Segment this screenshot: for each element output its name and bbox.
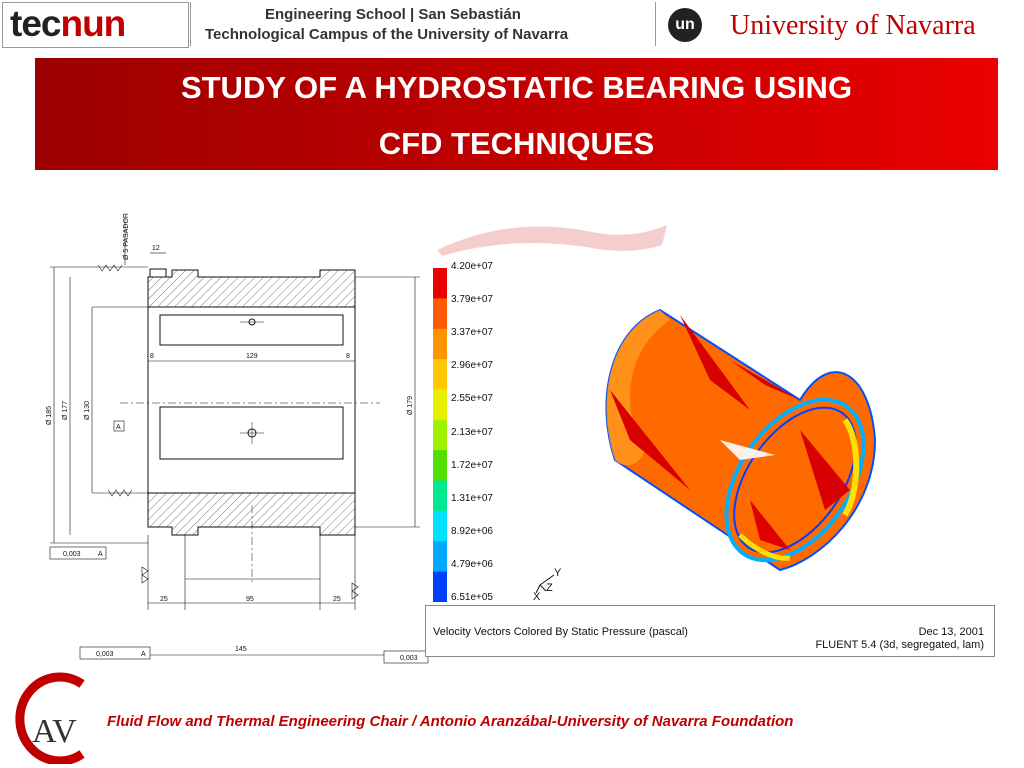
header-divider	[190, 2, 191, 46]
legend-value-label: 4.20e+07	[451, 261, 493, 272]
legend-value-label: 2.13e+07	[451, 426, 493, 438]
legend-value-label: 2.55e+07	[451, 393, 493, 405]
un-logo: un	[668, 8, 702, 42]
university-name: University of Navarra	[730, 10, 976, 41]
datum-a: A	[116, 424, 121, 431]
slide-title-line-1: STUDY OF A HYDROSTATIC BEARING USING	[180, 70, 853, 105]
logo-dark-part: tec	[10, 3, 61, 44]
dim-8-right: 8	[346, 353, 350, 360]
bottom-wall-section	[148, 493, 355, 535]
tol1-value: 0,003	[63, 551, 81, 558]
tolerance-frame-2	[80, 647, 150, 659]
slide-title-line-2: CFD TECHNIQUES	[378, 126, 655, 161]
dim-145: 145	[235, 646, 247, 653]
tol2-value: 0,003	[96, 651, 114, 658]
logo-red-part: nun	[60, 3, 126, 44]
dim-dia-130: Ø 130	[84, 400, 91, 420]
background-swoosh	[432, 220, 672, 260]
dim-25-right: 25	[333, 596, 341, 603]
cav-logo	[2, 672, 90, 764]
axis-z-label: Z	[546, 582, 553, 594]
axis-x-label: X	[533, 591, 541, 603]
pressure-color-legend	[433, 268, 447, 602]
dim-dia-185: Ø 185	[46, 405, 53, 425]
plot-date: Dec 13, 2001	[918, 626, 984, 638]
campus-name: Technological Campus of the University of Navarra	[205, 26, 569, 43]
legend-color-band	[433, 298, 447, 329]
plot-caption: Velocity Vectors Colored By Static Pressure (pascal)	[433, 626, 688, 638]
legend-color-band	[433, 541, 447, 572]
legend-value-label: 4.79e+06	[451, 558, 493, 570]
legend-color-band	[433, 329, 447, 360]
legend-value-label: 1.31e+07	[451, 492, 493, 504]
legend-value-label: 3.79e+07	[451, 294, 493, 306]
legend-value-label: 1.72e+07	[451, 459, 493, 471]
dim-dia-177: Ø 177	[62, 400, 69, 420]
dim-129: 129	[246, 353, 258, 360]
dim-12: 12	[152, 245, 160, 252]
legend-color-band	[433, 389, 447, 420]
legend-color-band	[433, 359, 447, 390]
dim-8-left: 8	[150, 353, 154, 360]
axis-y-label: Y	[554, 567, 562, 579]
header-bar	[0, 0, 1024, 50]
cav-logo-letters: AV	[32, 713, 77, 750]
cfd-cylinder-plot	[590, 290, 890, 580]
header-divider-2	[655, 2, 656, 46]
legend-color-band	[433, 420, 447, 451]
legend-color-band	[433, 481, 447, 512]
legend-color-band	[433, 450, 447, 481]
tecnun-logo-text	[10, 4, 125, 44]
legend-value-label: 2.96e+07	[451, 360, 493, 372]
legend-value-label: 6.51e+05	[451, 592, 493, 603]
tol1-ref: A	[98, 551, 103, 558]
bearing-technical-drawing	[30, 205, 430, 665]
dim-dia-179: Ø 179	[407, 395, 414, 415]
legend-color-band	[433, 268, 447, 299]
legend-color-band	[433, 511, 447, 542]
legend-value-label: 8.92e+06	[451, 525, 493, 537]
school-name: Engineering School | San Sebastián	[265, 6, 521, 23]
dim-25-left: 25	[160, 596, 168, 603]
dim-95: 95	[246, 596, 254, 603]
tol3-value: 0,003	[400, 655, 418, 662]
top-wall-section	[148, 270, 355, 307]
pin-label: Ø 5 PASADOR	[123, 213, 130, 260]
tol2-ref: A	[141, 651, 146, 658]
legend-color-band	[433, 572, 447, 602]
footer-credit: Fluid Flow and Thermal Engineering Chair / Antonio Aranzábal-University of Navarra Foundation	[107, 713, 794, 730]
axis-triad	[532, 563, 572, 603]
plot-software: FLUENT 5.4 (3d, segregated, lam)	[815, 639, 984, 651]
legend-value-label: 3.37e+07	[451, 327, 493, 339]
